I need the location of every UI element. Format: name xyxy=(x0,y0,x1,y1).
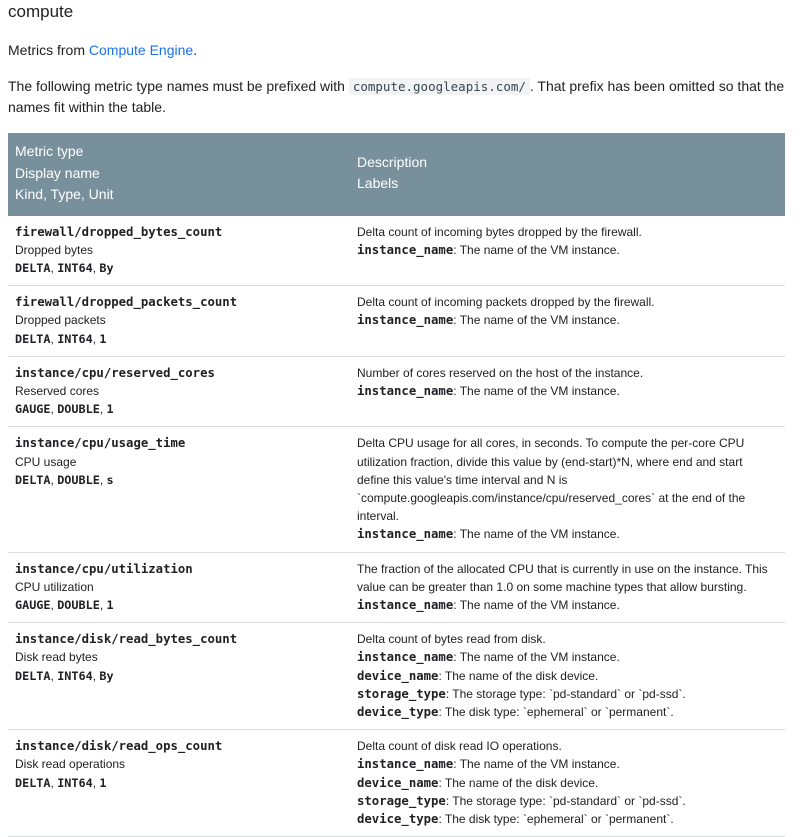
metric-type-name: instance/cpu/usage_time xyxy=(15,436,186,451)
metric-display-name: Disk read bytes xyxy=(15,650,98,665)
description-cell xyxy=(350,730,785,837)
label-description: : The name of the VM instance. xyxy=(453,650,620,665)
metric-kind-type-unit: GAUGE, DOUBLE, 1 xyxy=(15,402,114,417)
metric-type-name: instance/disk/read_ops_count xyxy=(15,739,223,754)
metric-display-name: Disk read operations xyxy=(15,757,126,772)
description-cell xyxy=(350,552,785,623)
label-name: instance_name xyxy=(357,597,454,612)
metric-label xyxy=(357,703,778,721)
metric-label xyxy=(357,648,778,666)
metric-value-type: DOUBLE xyxy=(57,472,100,487)
label-description: : The name of the VM instance. xyxy=(453,527,620,542)
metric-value-type: INT64 xyxy=(57,331,93,346)
label-description: : The name of the VM instance. xyxy=(453,383,620,398)
metric-value-type: DOUBLE xyxy=(57,402,100,417)
metric-cell xyxy=(8,286,350,357)
metric-display-name: Dropped packets xyxy=(15,313,106,328)
label-description: : The disk type: `ephemeral` or `permanent`. xyxy=(438,811,674,826)
intro-suffix: . xyxy=(193,42,198,58)
metric-value-type: INT64 xyxy=(57,260,93,275)
label-name: instance_name xyxy=(357,242,454,257)
description-cell xyxy=(350,356,785,427)
metric-cell xyxy=(8,552,350,623)
header-description: Description xyxy=(357,153,428,170)
header-row xyxy=(8,133,785,216)
metric-description: Delta count of disk read IO operations. xyxy=(357,739,562,754)
metric-description: Delta count of incoming packets dropped by the firewall. xyxy=(357,295,655,310)
label-name: device_type xyxy=(357,704,439,719)
metric-description: Number of cores reserved on the host of the instance. xyxy=(357,365,644,380)
intro-prefix: Metrics from xyxy=(8,42,89,58)
metric-type-name: instance/cpu/utilization xyxy=(15,561,193,576)
prefix-note-after: . That prefix has been omitted so that the names fit within the table. xyxy=(8,78,785,115)
metric-value-type: DOUBLE xyxy=(57,597,100,612)
description-cell xyxy=(350,216,785,286)
table-row xyxy=(8,730,785,837)
description-cell xyxy=(350,427,785,552)
table-row xyxy=(8,356,785,427)
label-description: : The storage type: `pd-standard` or `pd-ssd`. xyxy=(445,793,686,808)
header-metric-type: Metric type xyxy=(15,143,84,159)
table-header xyxy=(8,133,785,216)
metric-label xyxy=(357,311,778,329)
metric-label xyxy=(357,382,778,400)
header-display-name: Display name xyxy=(15,164,100,181)
label-name: device_name xyxy=(357,668,439,683)
label-description: : The disk type: `ephemeral` or `permanent`. xyxy=(438,704,674,719)
metric-description: Delta count of bytes read from disk. xyxy=(357,632,546,647)
header-kind-type-unit: Kind, Type, Unit xyxy=(15,186,114,202)
metric-unit: By xyxy=(99,260,114,275)
metric-label xyxy=(357,596,778,614)
table-row xyxy=(8,552,785,623)
metric-display-name: Dropped bytes xyxy=(15,242,94,257)
metric-value-type: INT64 xyxy=(57,668,93,683)
metric-kind: DELTA xyxy=(15,331,51,346)
label-description: : The name of the disk device. xyxy=(438,775,599,790)
metric-cell xyxy=(8,623,350,730)
table-body xyxy=(8,216,785,837)
metric-cell xyxy=(8,356,350,427)
metric-label xyxy=(357,241,778,259)
table-row xyxy=(8,216,785,286)
label-name: instance_name xyxy=(357,527,454,542)
label-name: instance_name xyxy=(357,313,454,328)
label-name: device_type xyxy=(357,811,439,826)
metric-kind: GAUGE xyxy=(15,597,51,612)
label-description: : The name of the VM instance. xyxy=(453,757,620,772)
label-description: : The storage type: `pd-standard` or `pd-ssd`. xyxy=(445,686,686,701)
metric-kind-type-unit: DELTA, INT64, 1 xyxy=(15,775,107,790)
metric-unit: By xyxy=(99,668,114,683)
metric-unit: 1 xyxy=(106,597,114,612)
header-metric-column xyxy=(8,133,350,216)
metric-kind: DELTA xyxy=(15,472,51,487)
metric-label xyxy=(357,525,778,543)
metric-description: Delta count of incoming bytes dropped by the firewall. xyxy=(357,224,642,239)
metric-kind-type-unit: DELTA, INT64, 1 xyxy=(15,331,107,346)
metric-description: Delta CPU usage for all cores, in seconds. To compute the per-core CPU utilization fraction, divide this value by (end-start)*N, where end and start define this value's time interval and N is `compute.googleapis.com/instance/cpu/reserved_cores` at the end of the interval. xyxy=(357,436,746,524)
metric-kind-type-unit: DELTA, INT64, By xyxy=(15,668,114,683)
table-row xyxy=(8,623,785,730)
metric-display-name: CPU usage xyxy=(15,454,77,469)
metric-label xyxy=(357,685,778,703)
description-cell xyxy=(350,623,785,730)
metric-type-name: firewall/dropped_packets_count xyxy=(15,295,238,310)
metric-label xyxy=(357,667,778,685)
label-name: device_name xyxy=(357,775,439,790)
metric-label xyxy=(357,774,778,792)
metric-cell xyxy=(8,216,350,286)
metric-cell xyxy=(8,427,350,552)
prefix-code: compute.googleapis.com/ xyxy=(349,78,530,95)
metric-type-name: instance/cpu/reserved_cores xyxy=(15,365,215,380)
label-description: : The name of the VM instance. xyxy=(453,597,620,612)
metric-unit: 1 xyxy=(99,775,107,790)
intro-paragraph xyxy=(8,40,785,61)
label-description: : The name of the VM instance. xyxy=(453,313,620,328)
prefix-note-before: The following metric type names must be prefixed with xyxy=(8,78,349,94)
label-name: instance_name xyxy=(357,383,454,398)
header-description-column xyxy=(350,133,785,216)
metric-cell xyxy=(8,730,350,837)
metric-display-name: Reserved cores xyxy=(15,383,100,398)
metric-label xyxy=(357,792,778,810)
label-name: storage_type xyxy=(357,686,446,701)
metric-kind-type-unit: GAUGE, DOUBLE, 1 xyxy=(15,597,114,612)
metric-value-type: INT64 xyxy=(57,775,93,790)
description-cell xyxy=(350,286,785,357)
metric-kind-type-unit: DELTA, DOUBLE, s xyxy=(15,472,114,487)
label-description: : The name of the VM instance. xyxy=(453,242,620,257)
label-name: storage_type xyxy=(357,793,446,808)
metric-unit: 1 xyxy=(99,331,107,346)
prefix-note xyxy=(8,76,785,118)
table-row xyxy=(8,286,785,357)
metric-kind: GAUGE xyxy=(15,402,51,417)
section-title: compute xyxy=(8,2,74,21)
label-name: instance_name xyxy=(357,757,454,772)
metric-kind-type-unit: DELTA, INT64, By xyxy=(15,260,114,275)
metric-kind: DELTA xyxy=(15,668,51,683)
metric-unit: 1 xyxy=(106,402,114,417)
table-row xyxy=(8,427,785,552)
metric-label xyxy=(357,755,778,773)
metric-display-name: CPU utilization xyxy=(15,579,94,594)
label-description: : The name of the disk device. xyxy=(438,668,599,683)
metric-unit: s xyxy=(106,472,114,487)
metric-label xyxy=(357,810,778,828)
metric-type-name: instance/disk/read_bytes_count xyxy=(15,632,238,647)
label-name: instance_name xyxy=(357,650,454,665)
metrics-table xyxy=(8,133,785,837)
header-labels: Labels xyxy=(357,175,399,192)
metric-kind: DELTA xyxy=(15,775,51,790)
metric-description: The fraction of the allocated CPU that is currently in use on the instance. This value can be greater than 1.0 on some machine types that allow bursting. xyxy=(357,561,768,594)
metric-type-name: firewall/dropped_bytes_count xyxy=(15,224,223,239)
compute-engine-link[interactable]: Compute Engine xyxy=(88,42,194,58)
metric-kind: DELTA xyxy=(15,260,51,275)
